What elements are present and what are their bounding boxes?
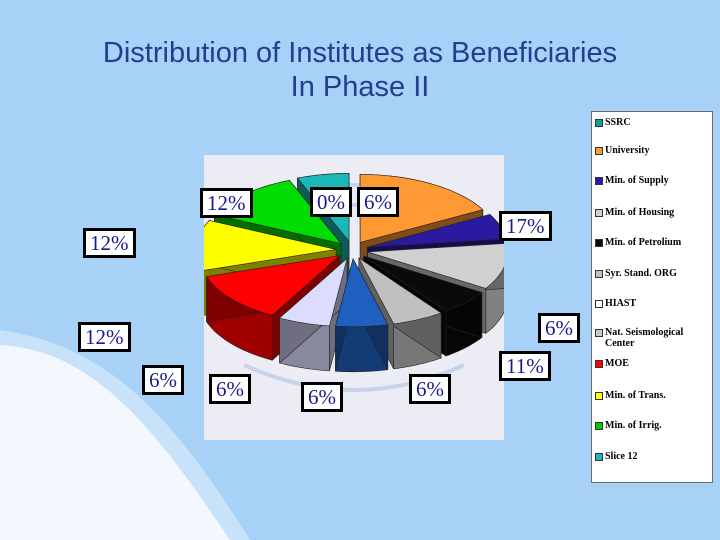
legend-label: Slice 12 (605, 451, 638, 462)
legend-item-ssrc (595, 117, 711, 128)
legend-item-hiast (595, 298, 711, 309)
percent-label-min-of-housing: 11% (499, 351, 551, 381)
legend-swatch (595, 360, 603, 368)
legend-swatch (595, 209, 603, 217)
legend-swatch (595, 119, 603, 127)
percent-label-ssrc: 0% (310, 187, 352, 217)
legend-label: Nat. Seismological Center (605, 327, 684, 349)
legend-item-min-of-petrolium (595, 237, 711, 248)
legend-label: Min. of Supply (605, 175, 669, 186)
legend-label: Min. of Irrig. (605, 420, 662, 431)
title-line-1: Distribution of Institutes as Beneficiaries (102, 37, 618, 69)
legend-item-syr-stand-org (595, 268, 711, 279)
legend-swatch (595, 300, 603, 308)
legend-item-min-of-irrig- (595, 420, 711, 431)
legend-swatch (595, 147, 603, 155)
legend-label: Syr. Stand. ORG (605, 268, 677, 279)
legend-swatch (595, 239, 603, 247)
legend-label: SSRC (605, 117, 631, 128)
legend-item-min-of-trans- (595, 390, 711, 401)
legend-item-university (595, 145, 711, 156)
legend-swatch (595, 422, 603, 430)
legend-item-nat-seismological-center (595, 327, 711, 349)
percent-label-min-of-supply: 6% (538, 313, 580, 343)
chart-legend (591, 111, 713, 483)
slide-title (0, 36, 720, 104)
percent-label-min-of-irrig-: 12% (200, 188, 253, 218)
percent-label-hiast: 6% (209, 374, 251, 404)
legend-label: MOE (605, 358, 629, 369)
legend-item-min-of-supply (595, 175, 711, 186)
legend-label: Min. of Trans. (605, 390, 666, 401)
legend-item-moe (595, 358, 711, 369)
percent-label-nat-seismological-center: 6% (142, 365, 184, 395)
legend-swatch (595, 392, 603, 400)
percent-label-syr-stand-org: 6% (301, 382, 343, 412)
legend-item-slice-12 (595, 451, 711, 462)
legend-swatch (595, 329, 603, 337)
title-line-2: In Phase II (290, 71, 430, 103)
legend-swatch (595, 177, 603, 185)
percent-label-slice-12: 6% (357, 187, 399, 217)
percent-label-university: 17% (499, 211, 552, 241)
percent-label-min-of-petrolium: 6% (409, 374, 451, 404)
legend-label: HIAST (605, 298, 637, 309)
percent-label-min-of-trans-: 12% (83, 228, 136, 258)
legend-label: University (605, 145, 650, 156)
legend-swatch (595, 453, 603, 461)
legend-label: Min. of Housing (605, 207, 675, 218)
legend-label: Min. of Petrolium (605, 237, 682, 248)
legend-swatch (595, 270, 603, 278)
legend-item-min-of-housing (595, 207, 711, 218)
percent-label-moe: 12% (78, 322, 131, 352)
